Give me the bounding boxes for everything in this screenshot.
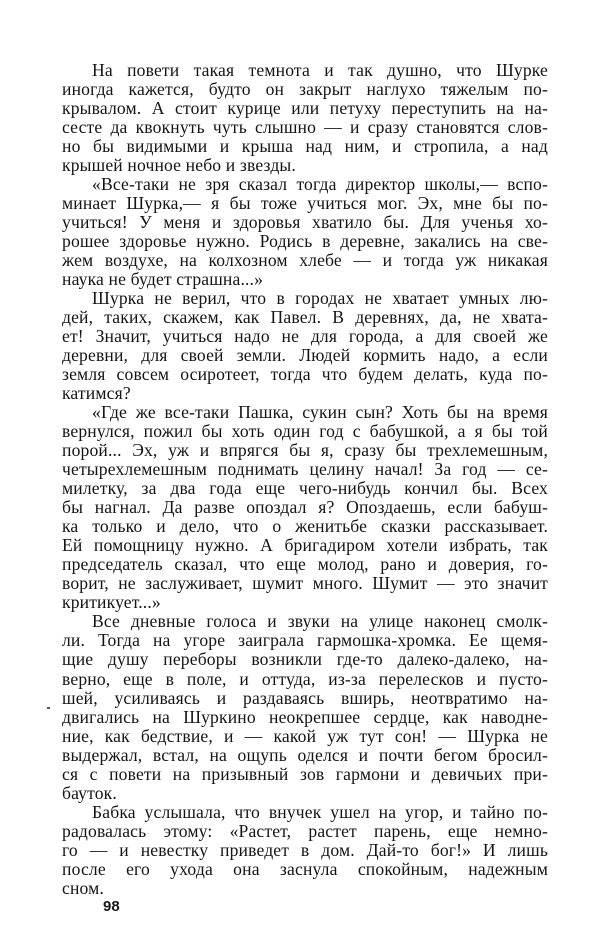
paragraph-2 (62, 175, 548, 289)
book-page-text (62, 61, 548, 898)
text-line: щие душу переборы возникли где-то далеко-далеко, на- (62, 649, 548, 670)
paragraph-4 (62, 403, 548, 612)
text-line: выдержал, встал, на ощупь оделся и почти бегом бросил- (62, 744, 548, 765)
text-line: крывалом. А стоит курице или петуху переступить на на- (62, 98, 548, 119)
text-line: ет! Значит, учиться надо не для города, а для своей же (62, 326, 548, 347)
text-line: минает Шурка,— я бы тоже учиться мог. Эх, мне бы по- (62, 193, 548, 214)
text-line: четырехлемешным поднимать целину начал! За год — се- (62, 459, 548, 480)
text-line: рошее здоровье нужно. Родись в деревне, закались на све- (62, 231, 548, 252)
text-line: земля совсем осиротеет, тогда что будем делать, куда по- (62, 364, 548, 385)
text-line: иногда кажется, будто он закрыт наглухо тяжелым по- (62, 79, 548, 100)
text-line: крышей ночное небо и звезды. (62, 155, 296, 176)
scan-speck (47, 707, 50, 709)
text-line: двигались на Шуркино неокрепшее сердце, как наводне- (62, 706, 548, 727)
text-line: после его ухода она заснула спокойным, надежным (62, 858, 548, 879)
text-line: наука не будет страшна...» (62, 269, 264, 290)
text-line: деревни, для своей земли. Людей кормить надо, а если (62, 345, 548, 366)
text-line: критикует...» (62, 592, 161, 613)
text-line: «Все-таки не зря сказал тогда директор школы,— вспо- (92, 174, 548, 195)
paragraph-3 (62, 289, 548, 403)
text-line: бауток. (62, 782, 117, 803)
text-line: сном. (62, 877, 104, 898)
text-line: Ей помощницу нужно. А бригадиром хотели избрать, так (62, 535, 548, 556)
text-line: радовалась этому: «Растет, растет парень, еще немно- (62, 820, 548, 841)
text-line: вернулся, пожил бы хоть один год с бабушкой, а я бы той (62, 421, 548, 442)
page-number: 98 (103, 898, 120, 915)
paragraph-1 (62, 61, 548, 175)
text-line: ка только и дело, что о женитьбе сказки рассказывает. (62, 516, 548, 537)
text-line: го — и невестку приведет в дом. Дай-то бог!» И лишь (62, 839, 548, 860)
text-line: жем воздухе, на колхозном хлебе — и тогда уж никакая (62, 250, 548, 271)
text-line: ли. Тогда на угоре заиграла гармошка-хромка. Ее щемя- (62, 630, 548, 651)
text-line: катимся? (62, 383, 131, 404)
text-line: но бы видимыми и крыша над ним, и стропила, а над (62, 136, 548, 157)
text-line: порой... Эх, уж и впрягся бы я, сразу бы трехлемешным, (62, 440, 548, 461)
text-line: ние, как бедствие, и — какой уж тут сон! — Шурка не (62, 725, 548, 746)
paragraph-6 (62, 803, 548, 898)
text-line: сесте да квокнуть чуть слышно — и сразу становятся слов- (62, 117, 548, 138)
text-line: учиться! У меня и здоровья хватило бы. Для ученья хо- (62, 212, 548, 233)
text-line: ся с повети на призывный зов гармони и девичьих при- (62, 763, 548, 784)
text-line: На повети такая темнота и так душно, что Шурке (92, 60, 548, 80)
text-line: дей, таких, скажем, как Павел. В деревнях, да, не хвата- (62, 307, 548, 328)
text-line: милетку, за два года еще чего-нибудь кончил бы. Всех (62, 478, 548, 499)
text-line: «Где же все-таки Пашка, сукин сын? Хоть бы на время (92, 402, 548, 423)
text-line: Бабка услышала, что внучек ушел на угор, и тайно по- (92, 801, 548, 822)
paragraph-5 (62, 612, 548, 802)
text-line: верно, еще в поле, и оттуда, из-за перелесков и пусто- (62, 668, 548, 689)
text-line: Шурка не верил, что в городах не хватает умных лю- (92, 288, 548, 309)
text-line: шей, усиливаясь и раздаваясь вширь, неотвратимо на- (62, 687, 548, 708)
text-line: председатель сказал, что еще молод, рано и доверия, го- (62, 554, 548, 575)
text-line: Все дневные голоса и звуки на улице наконец смолк- (92, 611, 548, 632)
text-line: ворит, не заслуживает, шумит много. Шумит — это значит (62, 573, 548, 594)
text-line: бы нагнал. Да разве опоздал я? Опоздаешь, если бабуш- (62, 497, 548, 518)
